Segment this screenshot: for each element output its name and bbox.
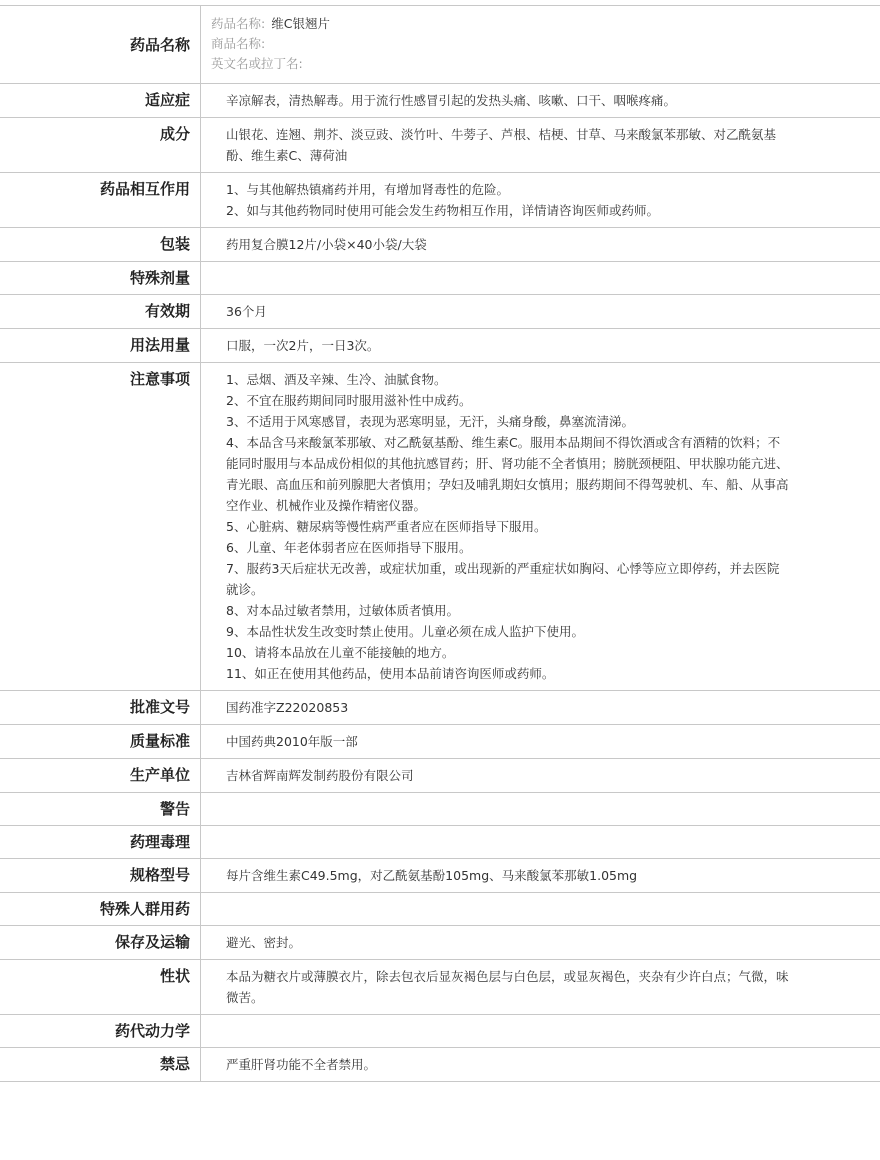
row-label: 注意事项 bbox=[0, 363, 201, 690]
row-value bbox=[201, 84, 880, 117]
row-storage bbox=[0, 926, 880, 960]
generic-name-line bbox=[211, 14, 870, 34]
value-line: 山银花、连翘、荆芥、淡豆豉、淡竹叶、牛蒡子、芦根、桔梗、甘草、马来酸氯苯那敏、对乙酰氨基酚、维生素C、薄荷油 bbox=[226, 127, 777, 163]
value-line: 8、对本品过敏者禁用，过敏体质者慎用。 bbox=[226, 603, 459, 618]
row-manufacturer bbox=[0, 759, 880, 793]
row-value bbox=[201, 262, 880, 294]
row-usage bbox=[0, 329, 880, 363]
row-standard bbox=[0, 725, 880, 759]
row-validity bbox=[0, 295, 880, 329]
row-pharmacokinetics bbox=[0, 1015, 880, 1048]
row-value bbox=[201, 793, 880, 825]
value-line: 36个月 bbox=[226, 304, 267, 319]
row-value bbox=[201, 926, 880, 959]
row-value bbox=[201, 173, 880, 227]
row-approval bbox=[0, 691, 880, 725]
value-line: 6、儿童、年老体弱者应在医师指导下服用。 bbox=[226, 540, 472, 555]
row-value bbox=[201, 691, 880, 724]
row-value bbox=[201, 295, 880, 328]
value-line: 7、服药3天后症状无改善，或症状加重，或出现新的严重症状如胸闷、心悸等应立即停药，并去医院就诊。 bbox=[226, 561, 780, 597]
value-line: 5、心脏病、糖尿病等慢性病严重者应在医师指导下服用。 bbox=[226, 519, 547, 534]
row-appearance bbox=[0, 960, 880, 1015]
row-specification bbox=[0, 859, 880, 893]
value-line: 11、如正在使用其他药品，使用本品前请咨询医师或药师。 bbox=[226, 666, 555, 681]
value-line: 9、本品性状发生改变时禁止使用。儿童必须在成人监护下使用。 bbox=[226, 624, 584, 639]
info-rows bbox=[0, 84, 880, 1082]
row-value bbox=[201, 893, 880, 925]
value-line: 4、本品含马来酸氯苯那敏、对乙酰氨基酚、维生素C。服用本品期间不得饮酒或含有酒精的饮料；不能同时服用与本品成份相似的其他抗感冒药；肝、肾功能不全者慎用；膀胱颈梗阻、甲状腺功能亢进、青光眼、高血压和前列腺肥大者慎用；孕妇及哺乳期妇女慎用；服药期间不得驾驶机、车、船、从事高空作业、机械作业及操作精密仪器。 bbox=[226, 435, 789, 513]
value-line: 国药准字Z22020853 bbox=[226, 700, 349, 715]
row-value bbox=[201, 960, 880, 1014]
value-line: 严重肝肾功能不全者禁用。 bbox=[226, 1057, 377, 1072]
row-special_groups bbox=[0, 893, 880, 926]
row-label: 禁忌 bbox=[0, 1048, 201, 1081]
generic-name-label: 药品名称: bbox=[211, 16, 266, 31]
trade-name-label: 商品名称: bbox=[211, 36, 266, 51]
row-ingredients bbox=[0, 118, 880, 173]
row-value bbox=[201, 228, 880, 261]
row-value bbox=[201, 826, 880, 858]
row-label: 规格型号 bbox=[0, 859, 201, 892]
row-value bbox=[201, 118, 880, 172]
row-value bbox=[201, 1015, 880, 1047]
row-value bbox=[201, 363, 880, 690]
row-label: 适应症 bbox=[0, 84, 201, 117]
value-line: 避光、密封。 bbox=[226, 935, 302, 950]
row-label: 保存及运输 bbox=[0, 926, 201, 959]
value-line: 本品为糖衣片或薄膜衣片，除去包衣后显灰褐色层与白色层，或显灰褐色，夹杂有少许白点；气微，味微苦。 bbox=[226, 969, 789, 1005]
row-label: 有效期 bbox=[0, 295, 201, 328]
row-label: 包装 bbox=[0, 228, 201, 261]
row-label: 用法用量 bbox=[0, 329, 201, 362]
row-label: 特殊人群用药 bbox=[0, 893, 201, 925]
value-line: 药用复合膜12片/小袋×40小袋/大袋 bbox=[226, 237, 427, 252]
row-label: 特殊剂量 bbox=[0, 262, 201, 294]
value-line: 1、与其他解热镇痛药并用，有增加肾毒性的危险。 bbox=[226, 182, 509, 197]
row-label: 性状 bbox=[0, 960, 201, 1014]
value-line: 每片含维生素C49.5mg，对乙酰氨基酚105mg、马来酸氯苯那敏1.05mg bbox=[226, 868, 638, 883]
drug-info-table bbox=[0, 5, 880, 1082]
row-toxicology bbox=[0, 826, 880, 859]
row-label: 成分 bbox=[0, 118, 201, 172]
row-contraindications bbox=[0, 1048, 880, 1082]
value-line: 2、不宜在服药期间同时服用滋补性中成药。 bbox=[226, 393, 472, 408]
row-label: 药代动力学 bbox=[0, 1015, 201, 1047]
row-value bbox=[201, 1048, 880, 1081]
row-label: 批准文号 bbox=[0, 691, 201, 724]
row-value bbox=[201, 759, 880, 792]
row-precautions bbox=[0, 363, 880, 691]
value-line: 中国药典2010年版一部 bbox=[226, 734, 358, 749]
value-line: 辛凉解表，清热解毒。用于流行性感冒引起的发热头痛、咳嗽、口干、咽喉疼痛。 bbox=[226, 93, 677, 108]
value-line: 2、如与其他药物同时使用可能会发生药物相互作用，详情请咨询医师或药师。 bbox=[226, 203, 659, 218]
row-interactions bbox=[0, 173, 880, 228]
value-line: 吉林省辉南辉发制药股份有限公司 bbox=[226, 768, 414, 783]
row-label: 生产单位 bbox=[0, 759, 201, 792]
row-value bbox=[201, 329, 880, 362]
generic-name-value: 维C银翘片 bbox=[271, 16, 330, 31]
row-label: 警告 bbox=[0, 793, 201, 825]
row-label: 药品相互作用 bbox=[0, 173, 201, 227]
row-warning bbox=[0, 793, 880, 826]
value-line: 1、忌烟、酒及辛辣、生冷、油腻食物。 bbox=[226, 372, 447, 387]
row-value bbox=[201, 725, 880, 758]
row-package bbox=[0, 228, 880, 262]
english-name-label: 英文名或拉丁名: bbox=[211, 56, 303, 71]
row-label: 药理毒理 bbox=[0, 826, 201, 858]
row-drug-name bbox=[0, 6, 880, 84]
row-special_dosage bbox=[0, 262, 880, 295]
value-line: 10、请将本品放在儿童不能接触的地方。 bbox=[226, 645, 455, 660]
value-line: 3、不适用于风寒感冒，表现为恶寒明显，无汗，头痛身酸，鼻塞流清涕。 bbox=[226, 414, 634, 429]
value-line: 口服，一次2片，一日3次。 bbox=[226, 338, 380, 353]
row-indication bbox=[0, 84, 880, 118]
name-values bbox=[201, 6, 880, 83]
row-value bbox=[201, 859, 880, 892]
row-label: 药品名称 bbox=[0, 6, 201, 83]
row-label: 质量标准 bbox=[0, 725, 201, 758]
